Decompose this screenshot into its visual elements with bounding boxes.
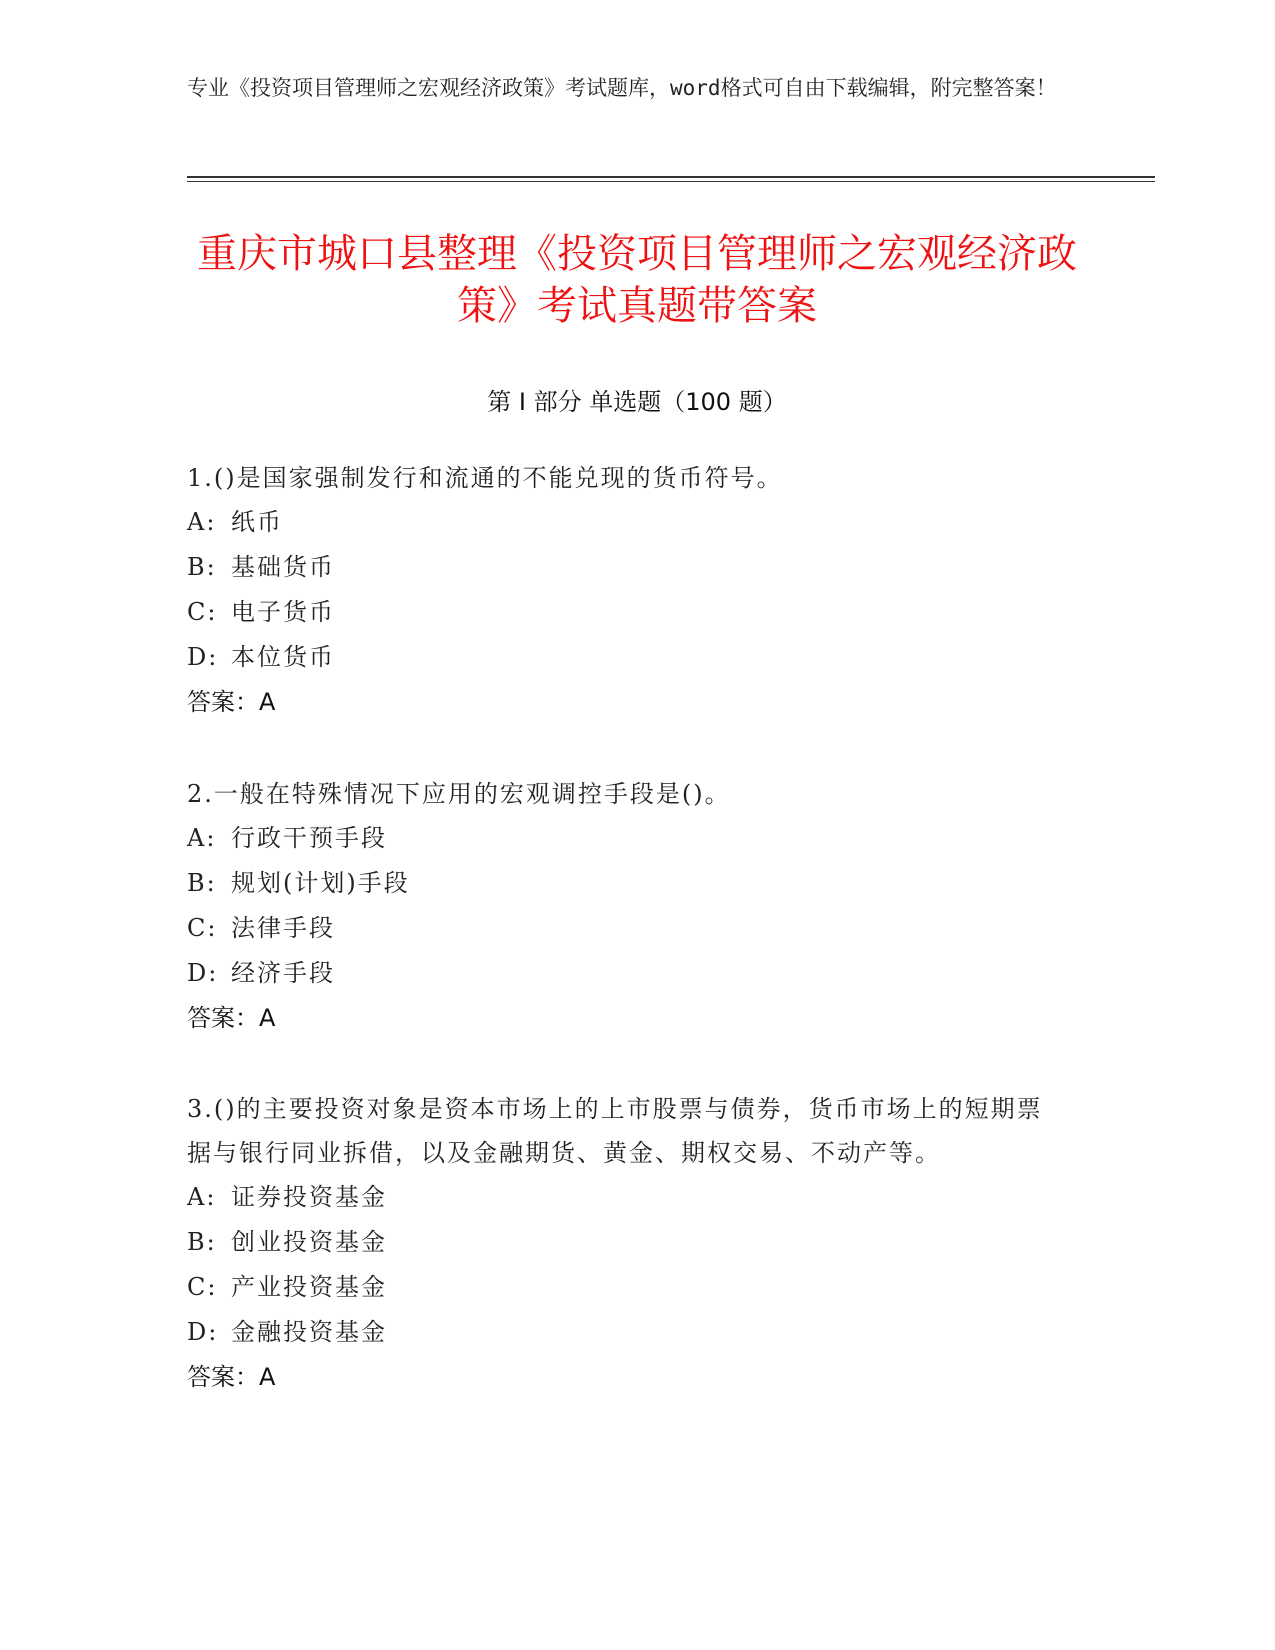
option-d — [187, 951, 1067, 996]
header-note: 专业《投资项目管理师之宏观经济政策》考试题库，word格式可自由下载编辑，附完整答案！ — [187, 76, 1057, 100]
question-2 — [187, 772, 1067, 1040]
header-divider — [187, 176, 1155, 182]
option-text: 规划(计划)手段 — [231, 869, 410, 897]
question-3 — [187, 1087, 1067, 1399]
option-d — [187, 1310, 1067, 1355]
option-a — [187, 816, 1067, 861]
answer-label: 答案： — [187, 1363, 259, 1391]
option-letter: B: — [187, 869, 217, 897]
option-text: 创业投资基金 — [231, 1228, 387, 1256]
section-title: 第 I 部分 单选题（100 题） — [487, 388, 787, 416]
option-letter: D: — [187, 959, 219, 987]
option-text: 金融投资基金 — [231, 1318, 387, 1346]
option-text: 本位货币 — [231, 643, 335, 671]
question-1 — [187, 456, 1067, 724]
option-letter: C: — [187, 598, 218, 626]
option-letter: C: — [187, 1273, 218, 1301]
option-a — [187, 1175, 1067, 1220]
option-b — [187, 1220, 1067, 1265]
question-stem: 3.()的主要投资对象是资本市场上的上市股票与债券，货币市场上的短期票据与银行同业拆借，以及金融期货、黄金、期权交易、不动产等。 — [187, 1095, 1043, 1167]
option-d — [187, 635, 1067, 680]
option-letter: A: — [187, 1183, 217, 1211]
option-c — [187, 906, 1067, 951]
option-text: 经济手段 — [231, 959, 335, 987]
option-b — [187, 545, 1067, 590]
option-text: 基础货币 — [231, 553, 335, 581]
answer-value: A — [259, 688, 276, 716]
option-letter: A: — [187, 824, 217, 852]
answer-line — [187, 680, 1067, 724]
question-stem: 1.()是国家强制发行和流通的不能兑现的货币符号。 — [187, 464, 783, 492]
option-text: 纸币 — [231, 508, 283, 536]
option-letter: B: — [187, 1228, 217, 1256]
answer-line — [187, 1355, 1067, 1399]
option-letter: A: — [187, 508, 217, 536]
answer-line — [187, 996, 1067, 1040]
option-c — [187, 1265, 1067, 1310]
question-stem: 2.一般在特殊情况下应用的宏观调控手段是()。 — [187, 780, 731, 808]
document-title: 重庆市城口县整理《投资项目管理师之宏观经济政策》考试真题带答案 — [197, 231, 1077, 329]
option-text: 证券投资基金 — [231, 1183, 387, 1211]
answer-label: 答案： — [187, 1004, 259, 1032]
option-b — [187, 861, 1067, 906]
option-text: 产业投资基金 — [231, 1273, 387, 1301]
option-text: 电子货币 — [231, 598, 335, 626]
option-letter: D: — [187, 643, 219, 671]
option-text: 行政干预手段 — [231, 824, 387, 852]
option-c — [187, 590, 1067, 635]
answer-value: A — [259, 1363, 276, 1391]
option-text: 法律手段 — [231, 914, 335, 942]
answer-value: A — [259, 1004, 276, 1032]
option-letter: B: — [187, 553, 217, 581]
option-a — [187, 500, 1067, 545]
answer-label: 答案： — [187, 688, 259, 716]
option-letter: C: — [187, 914, 218, 942]
option-letter: D: — [187, 1318, 219, 1346]
